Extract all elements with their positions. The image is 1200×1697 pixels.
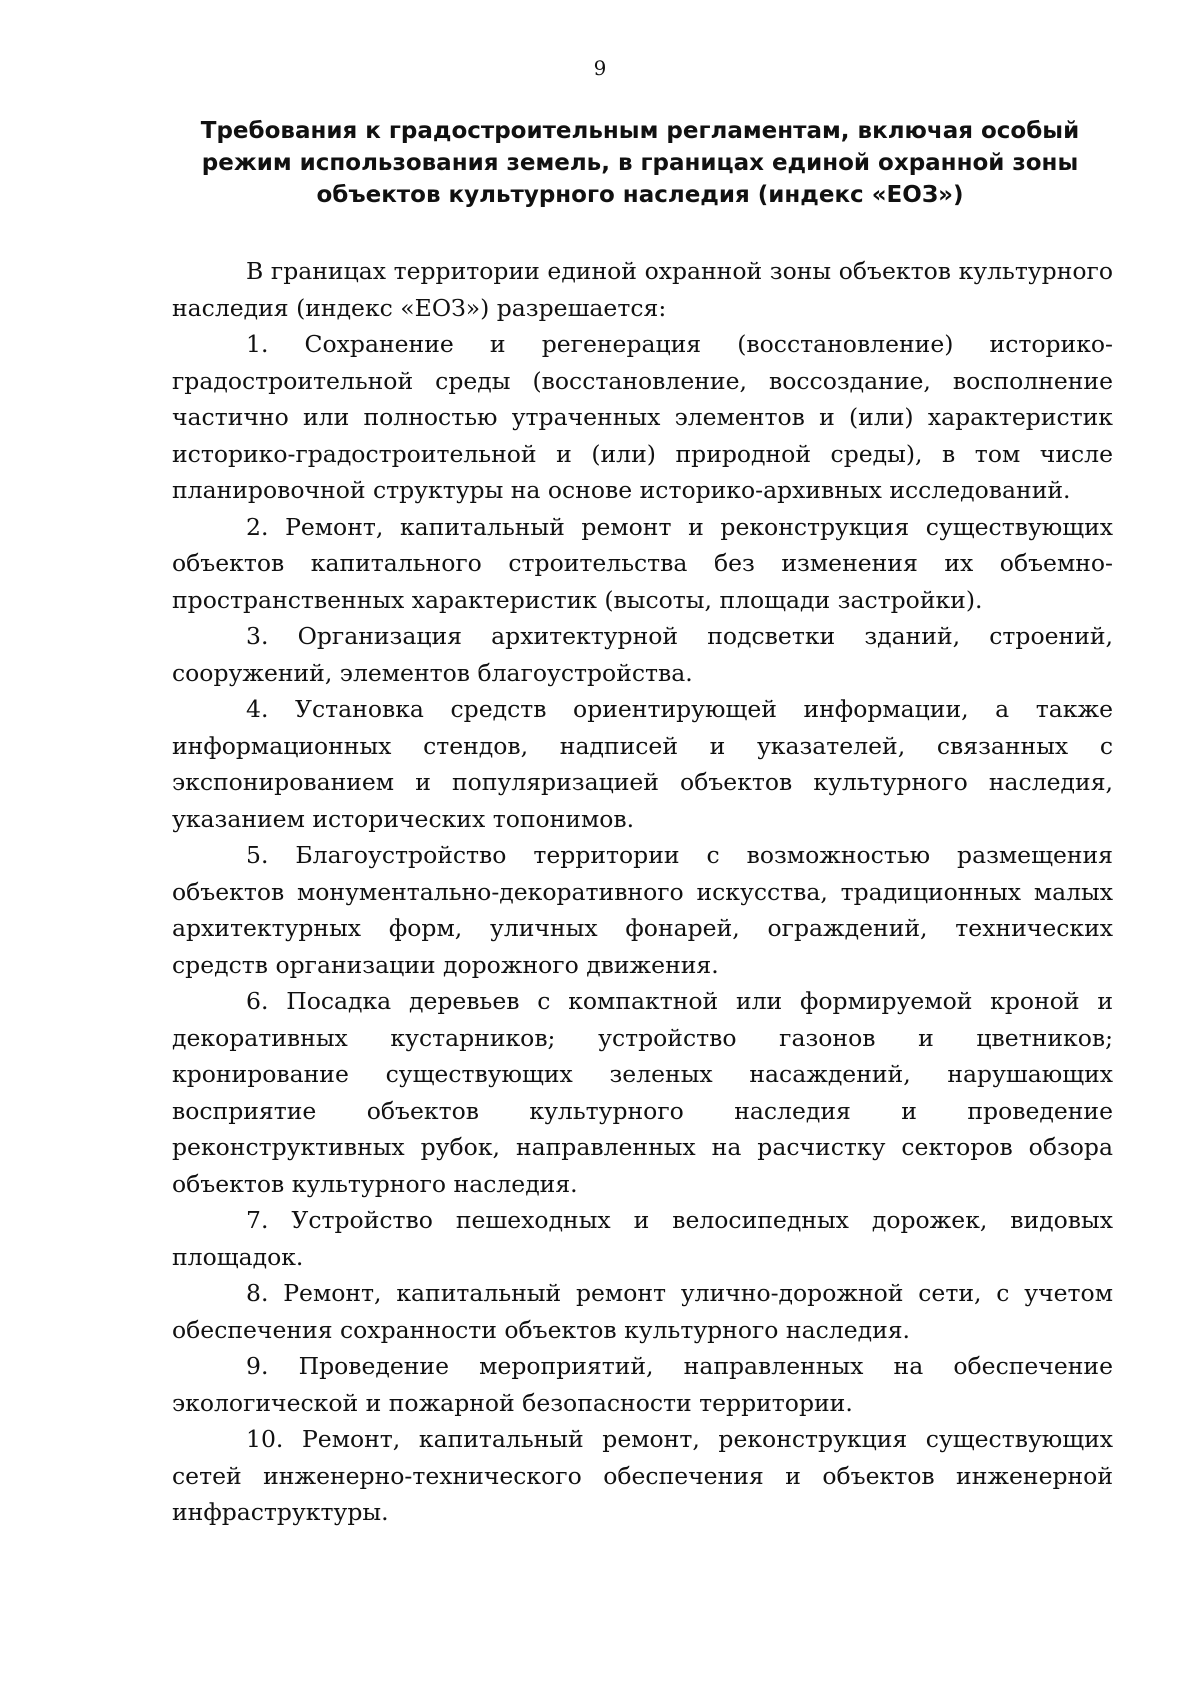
- list-item-8: 8. Ремонт, капитальный ремонт улично-дорожной сети, с учетом обеспечения сохранности объектов культурного наследия.: [172, 1279, 1113, 1344]
- title-line-3: объектов культурного наследия (индекс «ЕОЗ»): [316, 182, 964, 208]
- list-item-1: 1. Сохранение и регенерация (восстановление) историко-градостроительной среды (восстановление, воссоздание, восполнение частично или полностью утраченных элементов и (или) характеристик историко-градостроительной и (или) природной среды), в том числе планировочной структуры на основе историко-архивных исследований.: [172, 330, 1113, 504]
- title-line-1: Требования к градостроительным регламентам, включая особый: [200, 118, 1080, 144]
- document-title: [200, 115, 1080, 211]
- list-item-5: 5. Благоустройство территории с возможностью размещения объектов монументально-декоративного искусства, традиционных малых архитектурных форм, уличных фонарей, ограждений, технических средств организации дорожного движения.: [172, 841, 1113, 979]
- list-item-9: 9. Проведение мероприятий, направленных на обеспечение экологической и пожарной безопасности территории.: [172, 1352, 1113, 1417]
- list-item-6: 6. Посадка деревьев с компактной или формируемой кроной и декоративных кустарников; устройство газонов и цветников; кронирование существующих зеленых насаждений, нарушающих восприятие объектов культурного наследия и проведение реконструктивных рубок, направленных на расчистку секторов обзора объектов культурного наследия.: [172, 987, 1113, 1198]
- list-item-2: 2. Ремонт, капитальный ремонт и реконструкция существующих объектов капитального строительства без изменения их объемно-пространственных характеристик (высоты, площади застройки).: [172, 512, 1113, 614]
- list-item-4: 4. Установка средств ориентирующей информации, а также информационных стендов, надписей и указателей, связанных с экспонированием и популяризацией объектов культурного наследия, указанием исторических топонимов.: [172, 695, 1113, 833]
- list-item-3: 3. Организация архитектурной подсветки зданий, строений, сооружений, элементов благоустройства.: [172, 622, 1113, 687]
- document-body: [172, 253, 1113, 1531]
- page-number: 9: [593, 56, 607, 80]
- title-line-2: режим использования земель, в границах единой охранной зоны: [201, 150, 1079, 176]
- list-item-10: 10. Ремонт, капитальный ремонт, реконструкция существующих сетей инженерно-технического обеспечения и объектов инженерной инфраструктуры.: [172, 1425, 1113, 1526]
- list-item-7: 7. Устройство пешеходных и велосипедных дорожек, видовых площадок.: [172, 1206, 1113, 1271]
- intro-paragraph: В границах территории единой охранной зоны объектов культурного наследия (индекс «ЕОЗ») разрешается:: [172, 257, 1113, 322]
